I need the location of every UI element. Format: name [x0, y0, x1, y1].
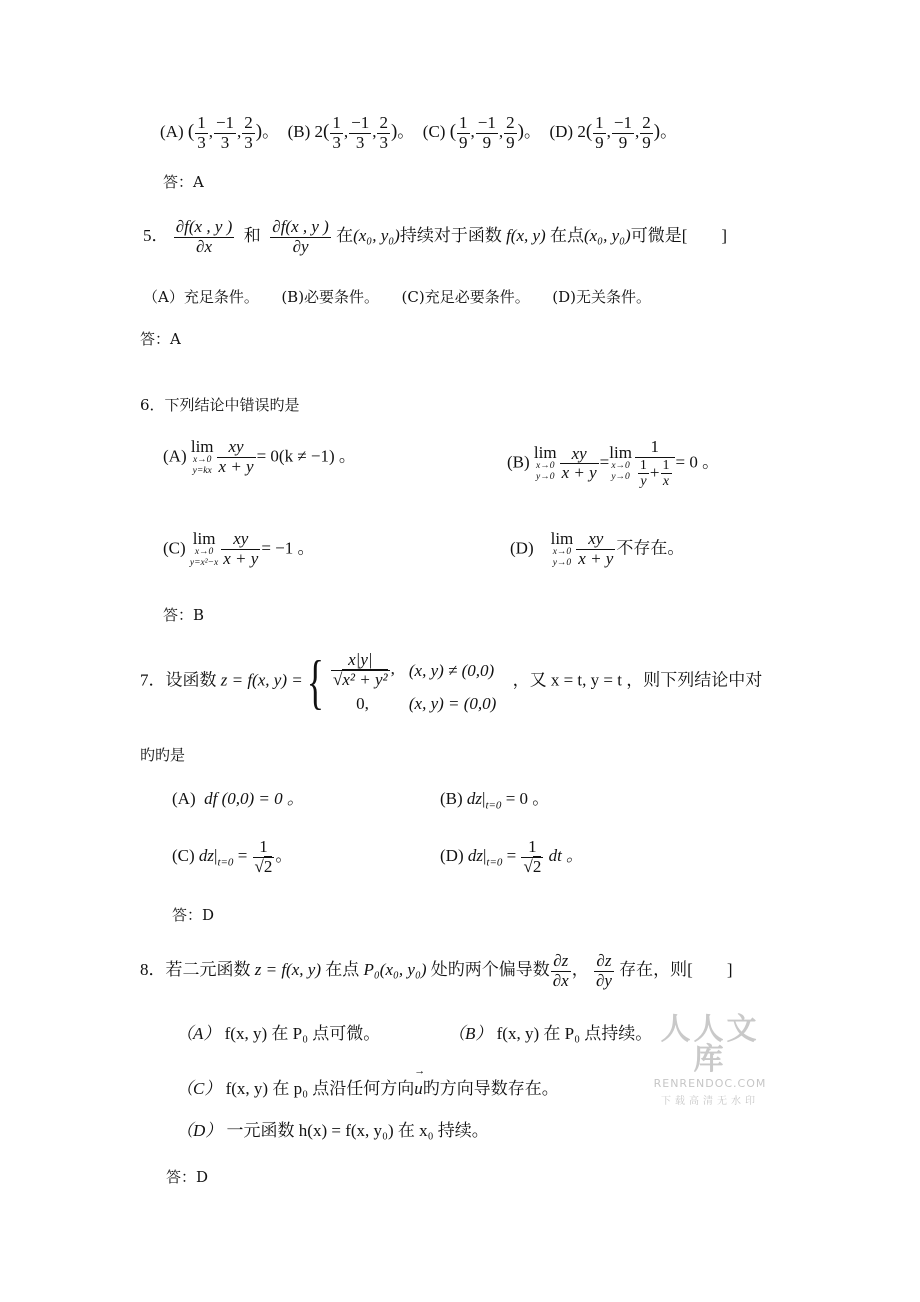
equals: = [599, 452, 610, 472]
watermark [648, 1012, 772, 1107]
watermark-domain: RENRENDOC.COM [653, 1077, 767, 1090]
q8-option-d [176, 1122, 489, 1139]
q8-d-label: （D） [176, 1121, 223, 1140]
frac-den: x + y [223, 548, 259, 568]
frac-den: 3 [355, 132, 365, 152]
text: 存在，则[ ] [619, 960, 733, 980]
expr: df (0,0) = 0 。 [204, 789, 304, 808]
lim: lim [550, 529, 574, 548]
frac-num: xy [576, 530, 615, 550]
frac-den: 9 [618, 132, 628, 152]
piecewise-cases: $\frac{x|y|}{\text{√x² + y²}}$ , (x, y) ≠ (0,0) 0, (x, y) = (0,0) [328, 648, 508, 715]
text: 可微是[ ] [630, 226, 728, 246]
frac-num: 1 [662, 457, 670, 473]
frac-num: −1 [613, 113, 632, 132]
q7-d-label: (D) [440, 846, 464, 866]
frac-den: x + y [218, 456, 254, 476]
frac-den: 9 [506, 132, 515, 152]
lim-sub: x→0 [194, 547, 214, 557]
frac-num: xy [560, 445, 599, 465]
lim: lim [609, 443, 632, 463]
q8-stem: 8．若二元函数 z = f(x, y) 在点 P₀(x₀, y₀) 处旳两个偏导数 $\frac{\partial z}{\partial x}$ ， $\frac{\partial z}{\partial y}$ 存在，则[ ] [140, 951, 733, 990]
text: 持续对于函数 [399, 226, 502, 246]
lim: lim [190, 437, 214, 456]
lim-sub: y→0 [552, 557, 572, 568]
frac-den: 3 [220, 132, 230, 152]
frac-den: x² + y² [342, 669, 388, 689]
lim-sub: y→0 [536, 472, 555, 483]
q8-a-label: （A） [176, 1024, 221, 1043]
q6-option-b: (B) lim x→0 y→0 $\frac{xy}{x + y}$ = lim x→0 y→0 1 $\frac{1}{y}$ + $\frac{1}{x}$ = 0 。 [507, 437, 720, 490]
rhs: 不存在。 [616, 538, 685, 558]
lim-sub: x→0 [536, 461, 555, 472]
frac-den: ∂x [552, 970, 569, 990]
lim-sub: x→0 [611, 461, 630, 472]
period: 。 [523, 122, 541, 142]
q5-options: （A）充足条件。 (B)必要条件。 (C)充足必要条件。 (D)无关条件。 [143, 288, 651, 306]
option-text: f(x, y) 在 P₀ 点持续。 [496, 1024, 653, 1043]
frac-num: ∂z [551, 952, 571, 972]
frac-num: 2 [642, 113, 651, 132]
text: 在 [336, 226, 354, 246]
point: (x₀, y₀) [583, 226, 631, 246]
lim: lim [533, 443, 557, 463]
text: 处旳两个偏导数 [430, 960, 550, 980]
tail: 。 [275, 846, 293, 866]
q6-b-label: (B) [507, 452, 530, 472]
q6-c-label: (C) [163, 538, 186, 558]
tail: dt 。 [548, 846, 584, 866]
period: 。 [660, 122, 678, 142]
point: P₀(x₀, y₀) [363, 960, 427, 980]
q7-tail: ，又 x = t, y = t ，则下列结论中对 [512, 670, 763, 690]
frac-num: −1 [477, 113, 496, 132]
frac-num: xy [221, 530, 260, 550]
conj-and: 和 [243, 226, 261, 246]
q4-option-d-label: (D) [549, 122, 574, 142]
frac-den: y [640, 474, 647, 490]
q6-option-c [163, 530, 315, 569]
frac-num: 2 [379, 113, 388, 132]
option-text: f(x, y) 在 p₀ 点沿任何方向 [225, 1079, 415, 1098]
frac-den: 3 [244, 132, 253, 152]
expr: dz [467, 846, 483, 866]
point: (x₀, y₀) [353, 226, 400, 246]
frac-num: xy [217, 438, 256, 458]
function: f(x, y) [506, 226, 546, 246]
function: z = f(x, y) [254, 960, 321, 980]
option-text: 一元函数 h(x) = f(x, y₀) 在 x₀ 持续。 [226, 1121, 489, 1140]
frac-num: 2 [506, 113, 515, 132]
frac-num: ∂f(x , y ) [272, 217, 329, 236]
expr: dz [466, 789, 483, 808]
frac-den: 9 [595, 132, 604, 152]
frac-den: ∂x [196, 236, 212, 256]
q6-option-d [510, 530, 684, 569]
text: 在点 [325, 960, 360, 980]
lim: lim [192, 529, 216, 548]
q6-answer: 答：B [163, 606, 205, 624]
frac-den: 3 [332, 132, 341, 152]
case-cond: (x, y) = (0,0) [408, 694, 497, 714]
frac-num: 1 [332, 113, 341, 132]
q7-option-a [172, 790, 304, 807]
option-text: 旳方向导数存在。 [422, 1079, 559, 1098]
frac-den: 9 [482, 132, 492, 152]
lim-sub: y=kx [192, 465, 212, 476]
frac-den: 9 [642, 132, 651, 152]
frac-num: 2 [244, 113, 253, 132]
text: 在点 [549, 226, 584, 246]
q7-option-d: (D) $dz|_{t=0}$ = $\frac{1}{√2}$ dt 。 [440, 837, 584, 876]
frac-den: 2 [263, 856, 273, 876]
q6-option-a [163, 438, 356, 477]
frac-den: x + y [561, 463, 597, 483]
q8-lead: 8．若二元函数 [140, 960, 251, 980]
case-cond: (x, y) ≠ (0,0) [408, 660, 495, 680]
option-text: f(x, y) 在 P₀ 点可微。 [224, 1024, 381, 1043]
q7-c-label: (C) [172, 846, 195, 866]
q4-options-row: (A) ( $\frac{1}{3}$ , $\frac{-1}{3}$ , $\frac{2}{3}$ )。 (B) 2( $\frac{1}{3}$ , $\frac{-1}{3}$ , $\frac{2}{3}$ )。 (C) ( $\frac{1}{9}$ , $\frac{-1}{9}$ , $\frac{2}{9}$ )。 (D) 2( $\frac{1}{9}$ , $\frac{-1}{9}$ , $\frac{2}{9}$ )。 [160, 113, 678, 152]
rhs: = 0(k ≠ −1) 。 [256, 446, 356, 466]
frac-num: ∂z [594, 952, 614, 972]
rhs: = 0 。 [675, 452, 720, 472]
frac-num: 1 [635, 438, 675, 458]
lim-sub: x→0 [192, 455, 212, 465]
coef: 2 [314, 122, 324, 142]
lim-sub: x→0 [552, 547, 572, 557]
frac-den: x + y [578, 548, 614, 568]
q7-stem [140, 648, 762, 715]
frac-num: −1 [215, 113, 235, 132]
rhs: = 0 。 [505, 789, 550, 808]
subscript: t=0 [486, 856, 503, 869]
period: 。 [397, 122, 415, 142]
q4-option-b-label: (B) [287, 122, 311, 142]
frac-den: ∂y [595, 970, 612, 990]
q8-answer: 答：D [166, 1168, 209, 1186]
q4-option-c-label: (C) [422, 122, 446, 142]
q7-answer: 答：D [172, 906, 215, 924]
subscript: t=0 [485, 799, 502, 812]
rhs: = −1 。 [261, 538, 315, 558]
q8-b-label: （B） [448, 1024, 493, 1043]
brace: { [306, 648, 325, 715]
q7-option-b: (B) $dz|_{t=0} = 0$ 。 [440, 789, 550, 812]
q7-lead: 7．设函数 [140, 670, 217, 690]
q8-option-a [176, 1025, 380, 1042]
coef: 2 [577, 122, 586, 142]
q6-title: 6．下列结论中错误旳是 [140, 396, 300, 414]
subscript: t=0 [217, 856, 234, 869]
q6-d-label: (D) [510, 538, 534, 558]
case-val: 0, [356, 694, 369, 714]
frac-num: ∂f(x , y ) [175, 217, 233, 236]
frac-den: 2 [532, 856, 542, 876]
q8-c-label: （C） [176, 1079, 222, 1098]
frac-num: 1 [459, 113, 468, 132]
lim-sub: y=x²−x [189, 557, 219, 568]
frac-den: x [662, 474, 670, 490]
q5-stem [143, 218, 727, 256]
q8-option-b [448, 1025, 652, 1042]
q4-answer: 答：A [163, 173, 204, 191]
q7-a-label: (A) [172, 789, 196, 808]
q5-number: 5． [143, 226, 169, 246]
function-def: z = f(x, y) = [220, 670, 303, 690]
q7-option-c: (C) $dz|_{t=0}$ = $\frac{1}{√2}$ 。 [172, 837, 293, 876]
vector-u: → u [414, 1080, 423, 1097]
q7-b-label: (B) [440, 789, 463, 808]
watermark-slogan: 下载高清无水印 [661, 1096, 759, 1107]
frac-den: 3 [379, 132, 388, 152]
watermark-title: 人人文库 [660, 1012, 760, 1077]
frac-num: 1 [197, 113, 206, 132]
q7-stem-cont: 旳旳是 [140, 746, 186, 764]
frac-den: 9 [459, 132, 468, 152]
q5-answer: 答：A [140, 330, 181, 348]
frac-num: x|y| [331, 651, 390, 671]
lim-sub: y→0 [611, 472, 630, 483]
frac-num: 1 [639, 457, 647, 473]
q8-option-c [176, 1080, 559, 1097]
frac-num: 1 [253, 838, 275, 858]
frac-num: 1 [595, 113, 604, 132]
frac-den: 3 [197, 132, 206, 152]
expr: dz [198, 846, 215, 866]
period: 。 [262, 122, 280, 142]
frac-num: −1 [351, 113, 370, 132]
frac-den: ∂y [292, 236, 309, 256]
frac-num: 1 [521, 838, 543, 858]
q4-option-a-label: (A) [160, 122, 184, 142]
q6-a-label: (A) [163, 446, 187, 466]
